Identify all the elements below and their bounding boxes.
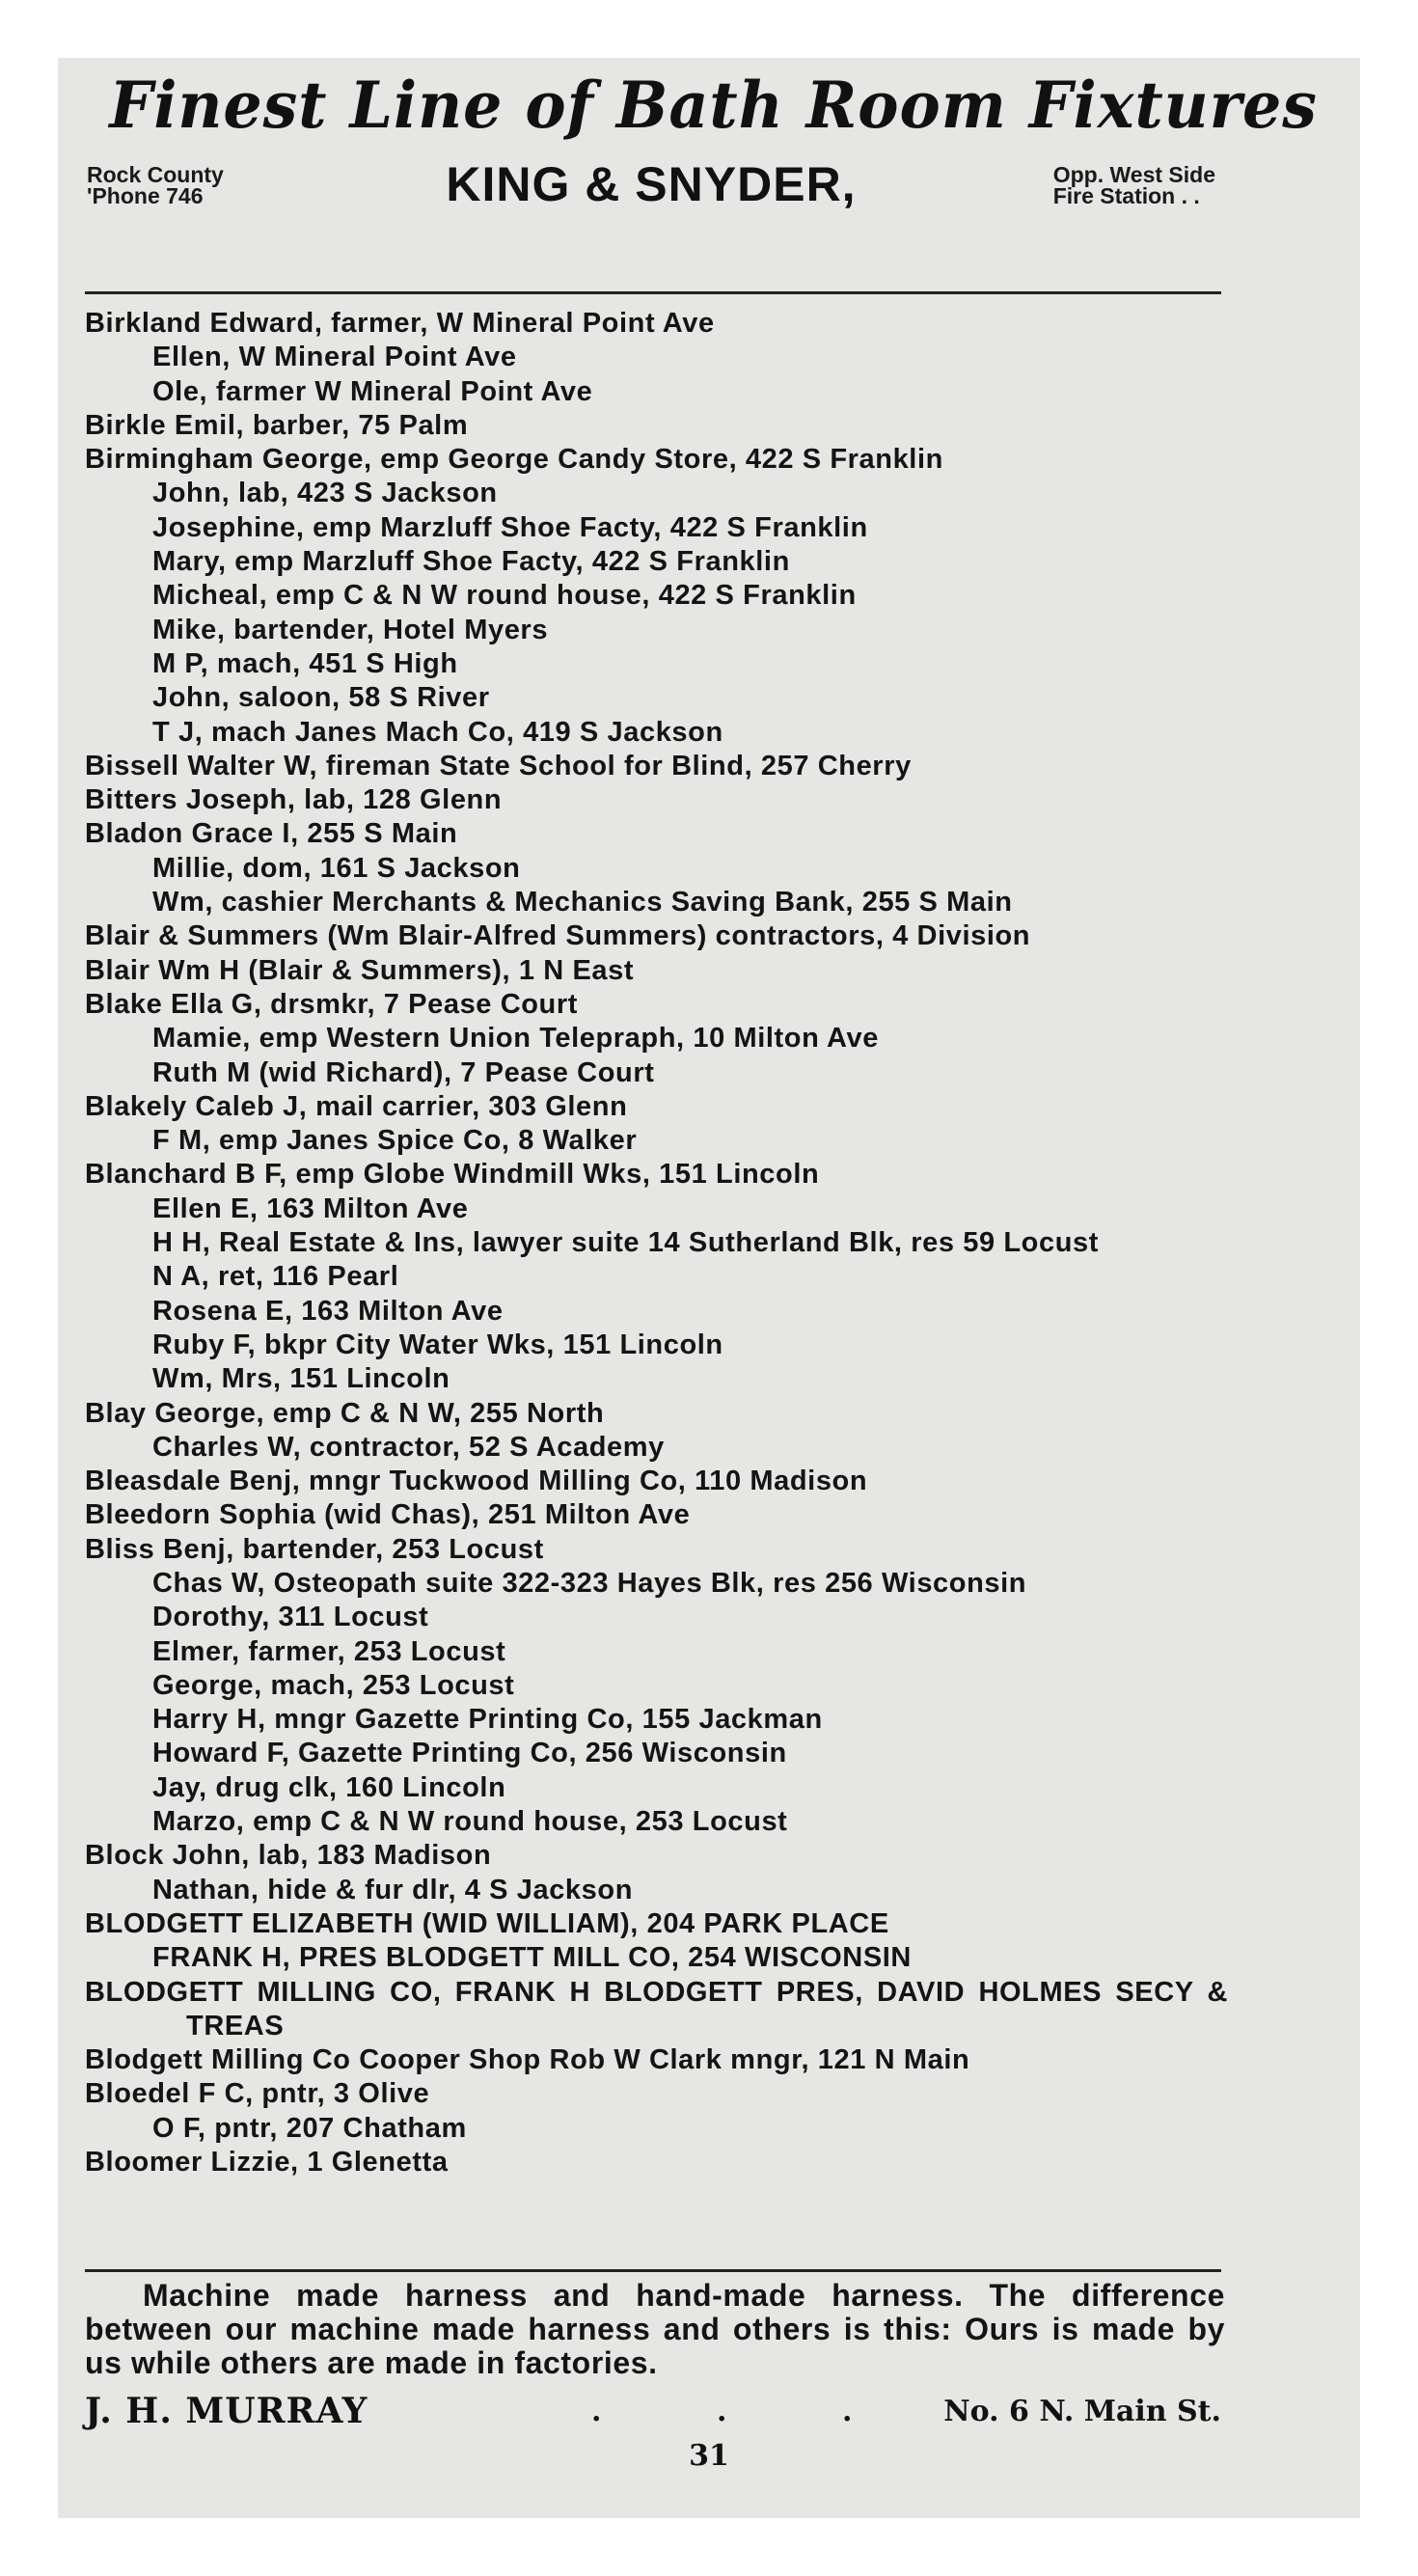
ad-bottom-text: Machine made harness and hand-made harness. The difference between our machine made harness and others is this: Ours is made by us while others are made in factories. — [85, 2278, 1225, 2380]
bottom-advertisement — [85, 2279, 1225, 2380]
listing-entry: FRANK H, PRES BLODGETT MILL CO, 254 WISCONSIN — [152, 1942, 912, 1974]
listing-entry: Blanchard B F, emp Globe Windmill Wks, 151 Lincoln — [85, 1159, 820, 1191]
listing-entry: Blair & Summers (Wm Blair-Alfred Summers) contractors, 4 Division — [85, 920, 1031, 952]
listing-entry: Josephine, emp Marzluff Shoe Facty, 422 S Franklin — [152, 511, 868, 543]
listing-entry: George, mach, 253 Locust — [152, 1669, 515, 1701]
listing-entry: Marzo, emp C & N W round house, 253 Locust — [152, 1806, 788, 1838]
listing-entry: Bliss Benj, bartender, 253 Locust — [85, 1533, 544, 1565]
listing-entry: Blair Wm H (Blair & Summers), 1 N East — [85, 954, 635, 986]
listing-entry: Blodgett Milling Co Cooper Shop Rob W Clark mngr, 121 N Main — [85, 2044, 970, 2076]
top-advertisement — [87, 68, 1318, 220]
directory-listings — [85, 307, 1228, 2179]
listing-entry: Bitters Joseph, lab, 128 Glenn — [85, 784, 503, 816]
listing-entry: Ole, farmer W Mineral Point Ave — [152, 375, 593, 407]
listing-entry: Mary, emp Marzluff Shoe Facty, 422 S Franklin — [152, 546, 790, 578]
listing-entry: Ruth M (wid Richard), 7 Pease Court — [152, 1056, 655, 1088]
listing-entry: Ruby F, bkpr City Water Wks, 151 Lincoln — [152, 1329, 723, 1360]
listing-entry: Birmingham George, emp George Candy Store, 422 S Franklin — [85, 444, 943, 476]
listing-entry: Mike, bartender, Hotel Myers — [152, 614, 549, 645]
page-number: 31 — [689, 2439, 729, 2473]
listing-entry: Harry H, mngr Gazette Printing Co, 155 Jackman — [152, 1704, 823, 1736]
listing-entry: Blay George, emp C & N W, 255 North — [85, 1397, 605, 1429]
ad-headline: Finest Line of Bath Room Fixtures — [109, 68, 1318, 143]
listing-entry: Bleedorn Sophia (wid Chas), 251 Milton Ave — [85, 1499, 691, 1531]
listing-entry: Ellen E, 163 Milton Ave — [152, 1192, 469, 1224]
listing-entry: Chas W, Osteopath suite 322-323 Hayes Blk, res 256 Wisconsin — [152, 1567, 1027, 1599]
listing-entry: Wm, cashier Merchants & Mechanics Saving Bank, 255 S Main — [152, 887, 1013, 918]
listing-entry: Millie, dom, 161 S Jackson — [152, 852, 521, 884]
listing-entry: Dorothy, 311 Locust — [152, 1602, 429, 1633]
listing-entry: Micheal, emp C & N W round house, 422 S Franklin — [152, 580, 857, 612]
listing-entry: Howard F, Gazette Printing Co, 256 Wisconsin — [152, 1738, 787, 1769]
listing-entry: Bloomer Lizzie, 1 Glenetta — [85, 2147, 449, 2179]
listing-entry: Ellen, W Mineral Point Ave — [152, 342, 517, 373]
listing-entry: Bladon Grace I, 255 S Main — [85, 818, 458, 850]
listing-entry: M P, mach, 451 S High — [152, 647, 458, 679]
listing-entry: Nathan, hide & fur dlr, 4 S Jackson — [152, 1874, 634, 1905]
listing-entry: O F, pntr, 207 Chatham — [152, 2112, 467, 2144]
listing-entry: N A, ret, 116 Pearl — [152, 1261, 399, 1293]
listing-entry: H H, Real Estate & Ins, lawyer suite 14 Sutherland Blk, res 59 Locust — [152, 1227, 1100, 1259]
listing-entry: Blakely Caleb J, mail carrier, 303 Glenn — [85, 1090, 628, 1122]
listing-entry: John, saloon, 58 S River — [152, 682, 490, 714]
advertiser-footer — [85, 2391, 1221, 2429]
advertiser-address: No. 6 N. Main St. — [943, 2395, 1221, 2428]
advertiser-name: J. H. MURRAY — [85, 2391, 368, 2431]
ad-company-name: KING & SNYDER, — [446, 157, 857, 211]
listing-entry: Bissell Walter W, fireman State School for Blind, 257 Cherry — [85, 750, 912, 781]
listing-entry: Blake Ella G, drsmkr, 7 Pease Court — [85, 988, 579, 1020]
listing-entry: Birkle Emil, barber, 75 Palm — [85, 409, 469, 441]
listing-entry: Mamie, emp Western Union Telepraph, 10 Milton Ave — [152, 1023, 879, 1055]
ad-right-line1: Opp. West Side — [1052, 162, 1215, 187]
listing-entry: Birkland Edward, farmer, W Mineral Point Ave — [85, 308, 715, 339]
leader-dot: . — [717, 2395, 727, 2428]
listing-entry: Elmer, farmer, 253 Locust — [152, 1635, 506, 1667]
listing-entry: John, lab, 423 S Jackson — [152, 478, 498, 509]
listing-entry: Rosena E, 163 Milton Ave — [152, 1295, 504, 1327]
listing-entry: Block John, lab, 183 Madison — [85, 1840, 492, 1872]
listing-entry: Charles W, contractor, 52 S Academy — [152, 1431, 665, 1463]
ad-left-line1: Rock County — [87, 162, 224, 187]
listing-entry: F M, emp Janes Spice Co, 8 Walker — [152, 1125, 638, 1157]
ad-info-row — [87, 156, 1215, 220]
listing-entry: BLODGETT ELIZABETH (WID WILLIAM), 204 PARK PLACE — [85, 1907, 889, 1939]
leader-dot: . — [591, 2395, 602, 2428]
ad-right-line2: Fire Station . . — [1052, 183, 1200, 208]
listing-entry: Bloedel F C, pntr, 3 Olive — [85, 2078, 430, 2110]
listing-entry: Jay, drug clk, 160 Lincoln — [152, 1771, 506, 1803]
listing-entry: BLODGETT MILLING CO, FRANK H BLODGETT PRES, DAVID HOLMES SECY & TREAS — [85, 1976, 1228, 2042]
leader-dot: . — [842, 2395, 853, 2428]
listing-entry: Bleasdale Benj, mngr Tuckwood Milling Co, 110 Madison — [85, 1466, 868, 1497]
ad-left-line2: 'Phone 746 — [87, 183, 204, 208]
listing-entry: Wm, Mrs, 151 Lincoln — [152, 1363, 450, 1395]
listing-entry: T J, mach Janes Mach Co, 419 S Jackson — [152, 716, 723, 748]
top-divider — [85, 291, 1221, 294]
ad-location-block — [1053, 164, 1215, 206]
bottom-divider — [85, 2269, 1221, 2272]
